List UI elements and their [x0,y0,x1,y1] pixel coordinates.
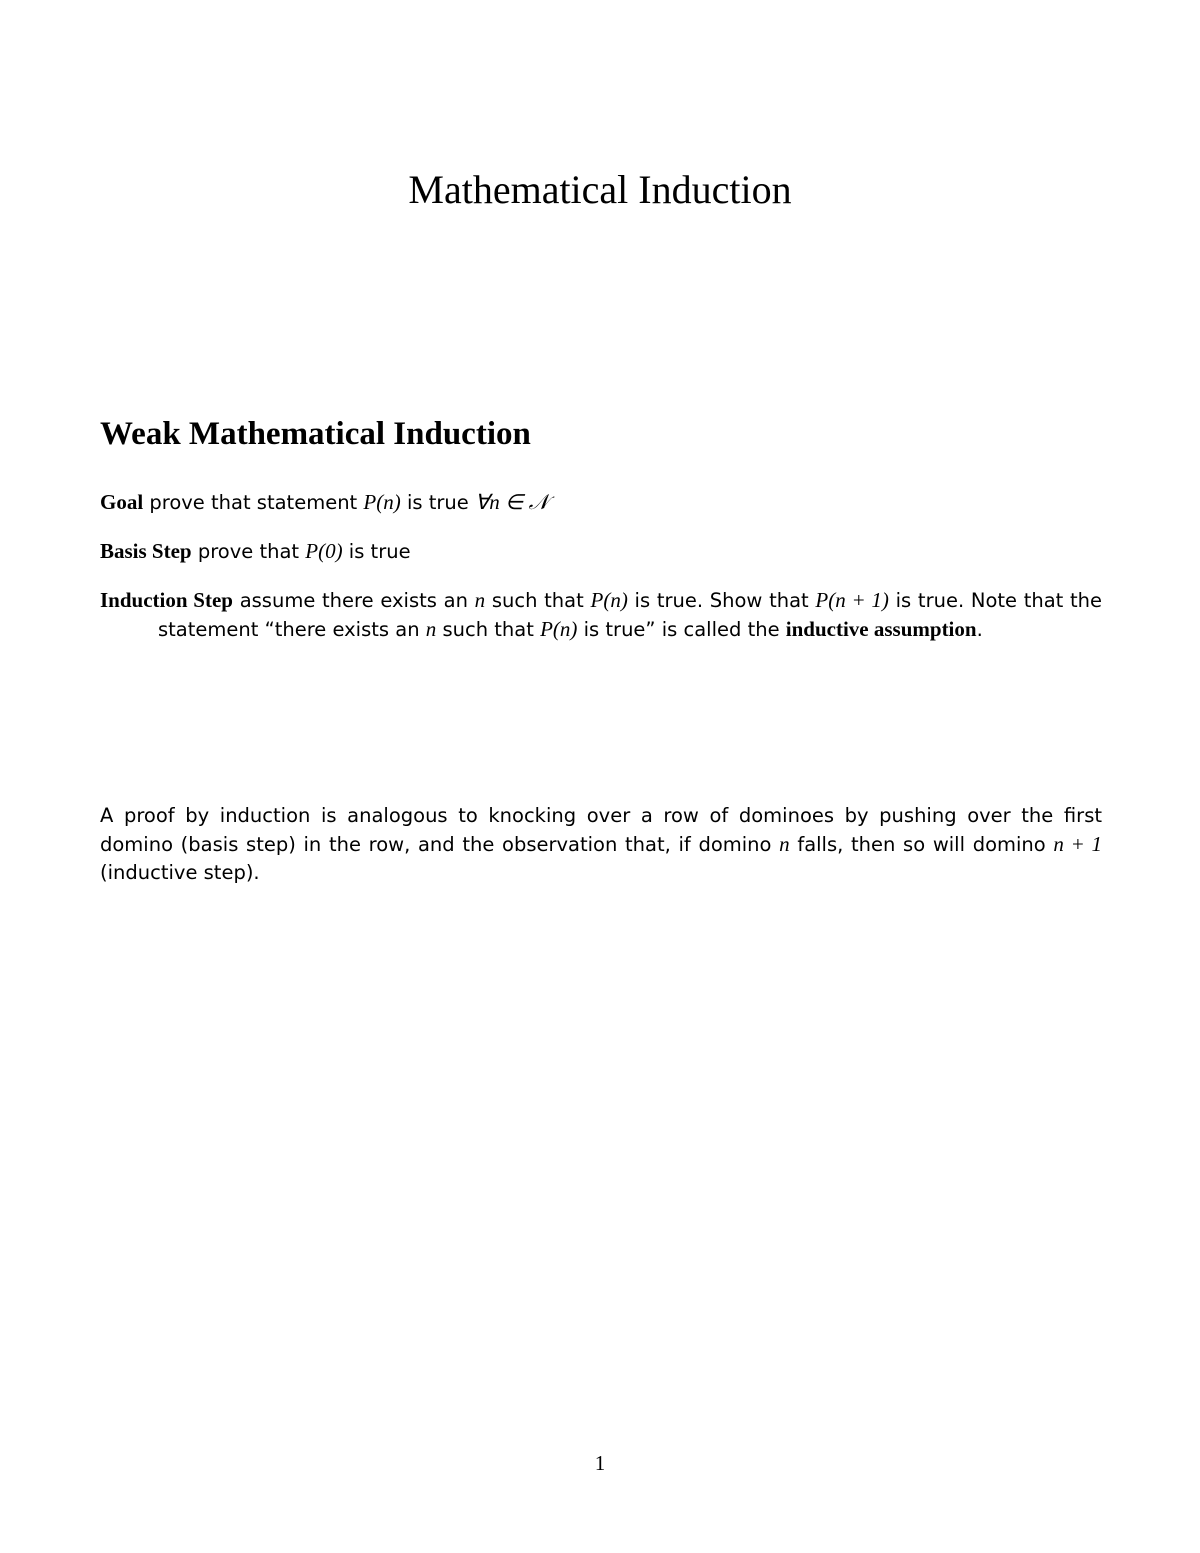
basis-math-1: P(0) [305,539,343,563]
definition-list [100,488,1102,664]
induction-step-definition [100,586,1102,644]
goal-text-2: is true [406,491,469,514]
goal-definition [100,488,1102,517]
goal-math-2: ∀n ∈ 𝒩 [474,490,549,514]
domino-analogy-paragraph [100,802,1102,887]
induction-text-4: is true. Note that the statement “there exists an [158,589,1103,641]
paragraph-math-2: n + 1 [1053,832,1103,856]
section-heading: Weak Mathematical Induction [100,416,531,452]
induction-math-1: n [474,588,486,612]
inductive-assumption-term: inductive assumption [785,617,977,641]
induction-text-2: such that [491,589,584,612]
induction-text-5: such that [442,618,534,641]
basis-text-2: is true [348,540,411,563]
paragraph-text-2: falls, then so will domino [797,833,1046,856]
goal-text-1: prove that statement [149,491,358,514]
paragraph-text-1: A proof by induction is analogous to knocking over a row of dominoes by pushing over the first domino (basis step) in the row, and the observation that, if domino [100,804,1102,856]
basis-text-1: prove that [197,540,300,563]
goal-term: Goal [100,490,144,514]
goal-math-1: P(n) [363,490,401,514]
induction-math-4: n [425,617,437,641]
induction-text-3: is true. Show that [634,589,809,612]
document-title: Mathematical Induction [408,167,792,212]
basis-step-term: Basis Step [100,539,192,563]
induction-math-5: P(n) [540,617,578,641]
induction-math-3: P(n + 1) [815,588,889,612]
basis-step-definition [100,537,1102,566]
induction-text-6: is true” is called the [583,618,780,641]
paragraph-text-3: (inductive step). [100,861,260,884]
page-number: 1 [594,1451,606,1475]
induction-text-1: assume there exists an [239,589,468,612]
induction-math-2: P(n) [590,588,628,612]
paragraph-math-1: n [779,832,790,856]
induction-end: . [976,618,983,641]
induction-step-term: Induction Step [100,588,233,612]
